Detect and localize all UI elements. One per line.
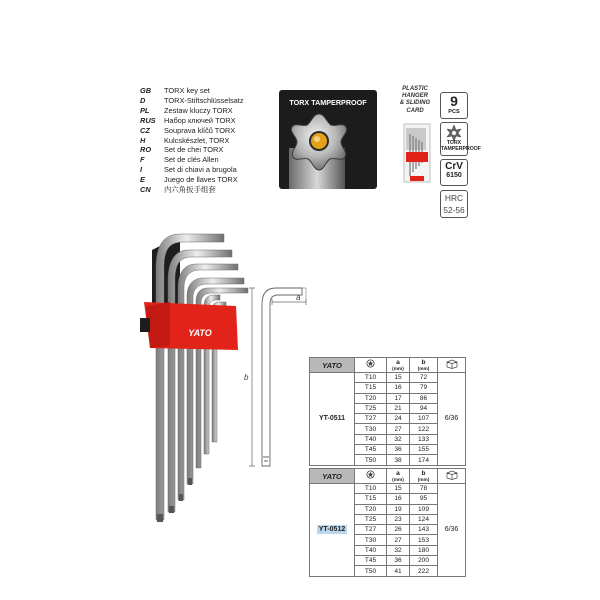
dim-a-label: a (296, 293, 301, 302)
language-row (140, 96, 244, 106)
dim-b-cell: 133 (410, 434, 438, 444)
size-cell: T50 (355, 566, 387, 576)
language-text: TORX key set (164, 86, 210, 95)
language-list (140, 86, 244, 195)
material-grade: 6150 (446, 172, 462, 179)
size-cell: T45 (355, 445, 387, 455)
language-row (140, 86, 244, 96)
language-row (140, 145, 244, 155)
dim-b-cell: 143 (410, 525, 438, 535)
size-cell: T45 (355, 556, 387, 566)
material-label: CrV (445, 161, 463, 172)
torx-tamperproof-badge (440, 122, 481, 156)
dim-a-cell: 27 (387, 424, 410, 434)
dim-b-label: b (244, 373, 249, 382)
torx-bit-closeup-icon (279, 90, 377, 189)
language-code: E (140, 175, 145, 185)
size-cell: T25 (355, 403, 387, 413)
model-number: YT-0511 (318, 415, 346, 423)
torx-tip-icon (366, 359, 375, 368)
dim-a-cell: 36 (387, 445, 410, 455)
col-b-header (410, 358, 438, 373)
language-text: TORX-Stiftschlüsselsatz (164, 95, 244, 105)
col-b-label: b (421, 359, 426, 366)
size-cell: T15 (355, 494, 387, 504)
dim-a-cell: 38 (387, 455, 410, 465)
model-number: YT-0512 (318, 526, 346, 534)
pieces-label: PCS (448, 109, 460, 115)
language-text: Set de clés Allen (164, 155, 219, 165)
language-code: PL (140, 105, 150, 115)
language-code: CN (140, 185, 151, 195)
size-cell: T50 (355, 455, 387, 465)
dim-a-cell: 24 (387, 414, 410, 424)
hardness-value: 52-56 (443, 205, 465, 215)
dim-a-cell: 16 (387, 494, 410, 504)
pack-qty-cell: 6/36 (438, 373, 466, 466)
unit-label: (mm) (392, 478, 404, 483)
spec-table (309, 357, 466, 466)
language-text: Juego de llaves TORX (164, 175, 238, 185)
language-code: GB (140, 86, 152, 95)
brand-cell: YATO (310, 358, 355, 373)
dim-b-cell: 94 (410, 403, 438, 413)
language-row (140, 106, 244, 116)
size-cell: T27 (355, 525, 387, 535)
dim-b-cell: 107 (410, 414, 438, 424)
packaging-line: HANGER (401, 93, 428, 100)
language-code: RO (140, 145, 152, 155)
dim-a-cell: 32 (387, 434, 410, 444)
dim-a-cell: 32 (387, 545, 410, 555)
language-code: F (140, 155, 145, 165)
hanger-logo: YATO (188, 328, 212, 338)
language-text: Set de chei TORX (164, 145, 224, 155)
language-row (140, 155, 244, 165)
size-cell: T40 (355, 545, 387, 555)
language-row (140, 116, 244, 126)
size-cell: T15 (355, 383, 387, 393)
language-row (140, 136, 244, 146)
language-code: H (140, 135, 146, 145)
model-cell (310, 373, 355, 466)
dim-b-cell: 174 (410, 455, 438, 465)
pieces-count: 9 (450, 93, 458, 109)
language-row (140, 175, 244, 185)
col-b-label: b (421, 470, 426, 477)
dim-b-cell: 124 (410, 514, 438, 524)
packaging-thumbnail-icon (402, 122, 434, 184)
dim-b-cell: 200 (410, 556, 438, 566)
size-cell: T20 (355, 504, 387, 514)
packaging-note (392, 86, 438, 115)
size-cell: T40 (355, 434, 387, 444)
box-icon-cell (438, 358, 466, 373)
size-cell: T30 (355, 424, 387, 434)
torx-tip-icon (366, 470, 375, 479)
packaging-line: PLASTIC (402, 86, 428, 92)
language-text: Kulcskészlet, TORX (164, 135, 230, 145)
pieces-badge (440, 92, 468, 119)
tip-icon-cell (355, 469, 387, 484)
dim-b-cell: 79 (410, 383, 438, 393)
language-code: CZ (140, 125, 150, 135)
packaging-line: CARD (406, 107, 424, 114)
language-text: 内六角扳手组套 (164, 185, 216, 195)
torx-badge-label: TORX TAMPERPROOF (441, 140, 481, 152)
language-row (140, 165, 244, 175)
col-a-header (387, 469, 410, 484)
dim-a-cell: 27 (387, 535, 410, 545)
language-text: Souprava klíčů TORX (164, 125, 236, 135)
dim-a-cell: 26 (387, 525, 410, 535)
box-icon-cell (438, 469, 466, 484)
unit-label: (mm) (417, 478, 430, 483)
photo-title: TORX TAMPERPROOF (289, 98, 367, 107)
language-code: RUS (140, 115, 156, 125)
dim-a-cell: 17 (387, 393, 410, 403)
dim-a-cell: 16 (387, 383, 410, 393)
dim-b-cell: 109 (410, 504, 438, 514)
language-code: I (140, 165, 143, 175)
dim-a-cell: 19 (387, 504, 410, 514)
language-row (140, 126, 244, 136)
dim-a-cell: 15 (387, 373, 410, 383)
col-b-header (410, 469, 438, 484)
size-cell: T25 (355, 514, 387, 524)
language-text: Set di chiavi a brugola (164, 165, 237, 175)
dim-b-cell: 95 (410, 494, 438, 504)
dim-a-cell: 23 (387, 514, 410, 524)
packaging-line: & SLIDING (399, 100, 431, 107)
size-cell: T27 (355, 414, 387, 424)
size-cell: T20 (355, 393, 387, 403)
language-text: Zestaw kluczy TORX (164, 105, 233, 115)
tip-icon-cell (355, 358, 387, 373)
box-icon (446, 359, 458, 369)
table-row (310, 484, 466, 494)
model-cell (310, 484, 355, 577)
material-badge (440, 159, 468, 186)
language-text: Набор ключей TORX (164, 115, 236, 125)
size-cell: T10 (355, 373, 387, 383)
col-a-label: a (396, 470, 400, 477)
dim-b-cell: 222 (410, 566, 438, 576)
dim-b-cell: 122 (410, 424, 438, 434)
dim-a-cell: 15 (387, 484, 410, 494)
dim-b-cell: 155 (410, 445, 438, 455)
hardness-badge (440, 190, 468, 218)
language-row (140, 185, 244, 195)
dim-b-cell: 180 (410, 545, 438, 555)
hardness-label: HRC (444, 193, 464, 203)
dim-a-cell: 21 (387, 403, 410, 413)
table-row (310, 373, 466, 383)
dim-b-cell: 72 (410, 373, 438, 383)
unit-label: (mm) (392, 367, 404, 372)
brand-cell: YATO (310, 469, 355, 484)
spec-table (309, 468, 466, 577)
unit-label: (mm) (417, 367, 430, 372)
col-a-label: a (396, 359, 400, 366)
pack-qty-cell: 6/36 (438, 484, 466, 577)
language-code: D (140, 95, 146, 105)
dim-b-cell: 153 (410, 535, 438, 545)
dim-b-cell: 78 (410, 484, 438, 494)
col-a-header (387, 358, 410, 373)
box-icon (446, 470, 458, 480)
size-cell: T30 (355, 535, 387, 545)
dim-b-cell: 86 (410, 393, 438, 403)
torx-tamperproof-photo (279, 90, 377, 189)
dim-a-cell: 36 (387, 556, 410, 566)
size-cell: T10 (355, 484, 387, 494)
dim-a-cell: 41 (387, 566, 410, 576)
